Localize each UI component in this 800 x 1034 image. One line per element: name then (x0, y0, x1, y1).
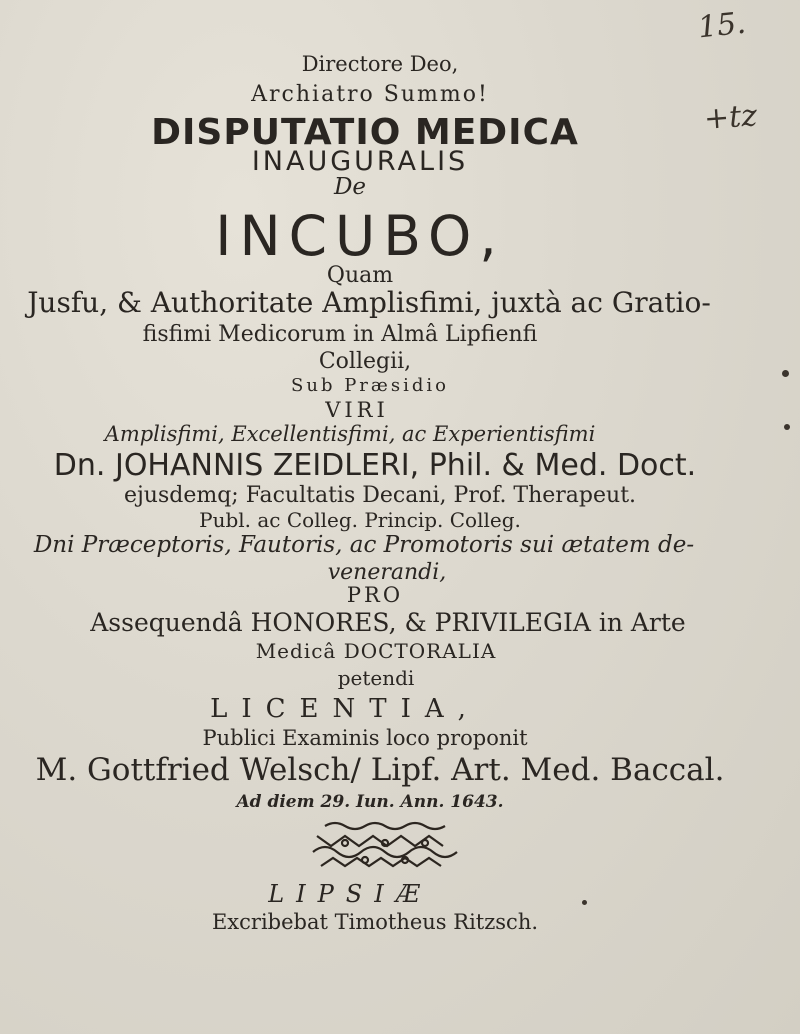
text-quam: Quam (326, 263, 394, 288)
text-dnis: Dni Præceptoris, Fautoris, ac Promotoris sui ætatem de- (33, 532, 695, 558)
presider-name: Dn. JOHANNIS ZEIDLERI, Phil. & Med. Doct. (53, 448, 697, 483)
text-medica: Medicâ DOCTORALIA (255, 639, 497, 663)
handwritten-mark: +tz (702, 98, 759, 137)
printer-line: Excribebat Timotheus Ritzsch. (211, 910, 539, 934)
text-fissimi: fisfimi Medicorum in Almâ Lipfienfi (142, 322, 538, 347)
place-of-printing: LIPSIÆ (268, 880, 432, 908)
ink-speck (784, 424, 790, 430)
ink-speck (582, 900, 587, 905)
text-publ: Publ. ac Colleg. Princip. Colleg. (199, 508, 521, 532)
text-pro: PRO (346, 583, 404, 607)
text-amplissimi: Amplisfimi, Excellentisfimi, ac Experientisfimi (104, 422, 596, 446)
text-sub-praesidio: Sub Præsidio (291, 375, 449, 396)
date-line: Ad diem 29. Iun. Ann. 1643. (236, 792, 504, 812)
text-ejusdem: ejusdemq; Facultatis Decani, Prof. Therapeut. (123, 483, 637, 508)
main-title: DISPUTATIO MEDICA (151, 112, 579, 153)
respondent-name: M. Gottfried Welsch/ Lipf. Art. Med. Baccal. (35, 752, 725, 788)
ink-speck (782, 370, 789, 377)
text-jussu: Jusfu, & Authoritate Amplisfimi, juxtà ac Gratio- (27, 286, 711, 319)
dedication-line-2: Archiatro Summo! (251, 82, 489, 107)
title-de: De (333, 174, 367, 200)
printer-ornament (305, 818, 465, 880)
text-publici: Publici Examinis loco proponit (202, 726, 528, 750)
text-venerandi: venerandi, (327, 560, 447, 585)
subtitle-inauguralis: INAUGURALIS (251, 146, 469, 177)
text-licentia: LICENTIA, (210, 694, 480, 724)
text-assequenda: Assequendâ HONORES, & PRIVILEGIA in Arte (90, 608, 686, 637)
text-collegii: Collegii, (318, 349, 412, 374)
topic-title: INCUBO, (215, 204, 505, 268)
text-viri: VIRI (325, 398, 389, 422)
dedication-line: Directore Deo, (301, 52, 459, 76)
handwritten-page-number: 15. (696, 5, 748, 46)
text-petendi: petendi (337, 666, 415, 690)
